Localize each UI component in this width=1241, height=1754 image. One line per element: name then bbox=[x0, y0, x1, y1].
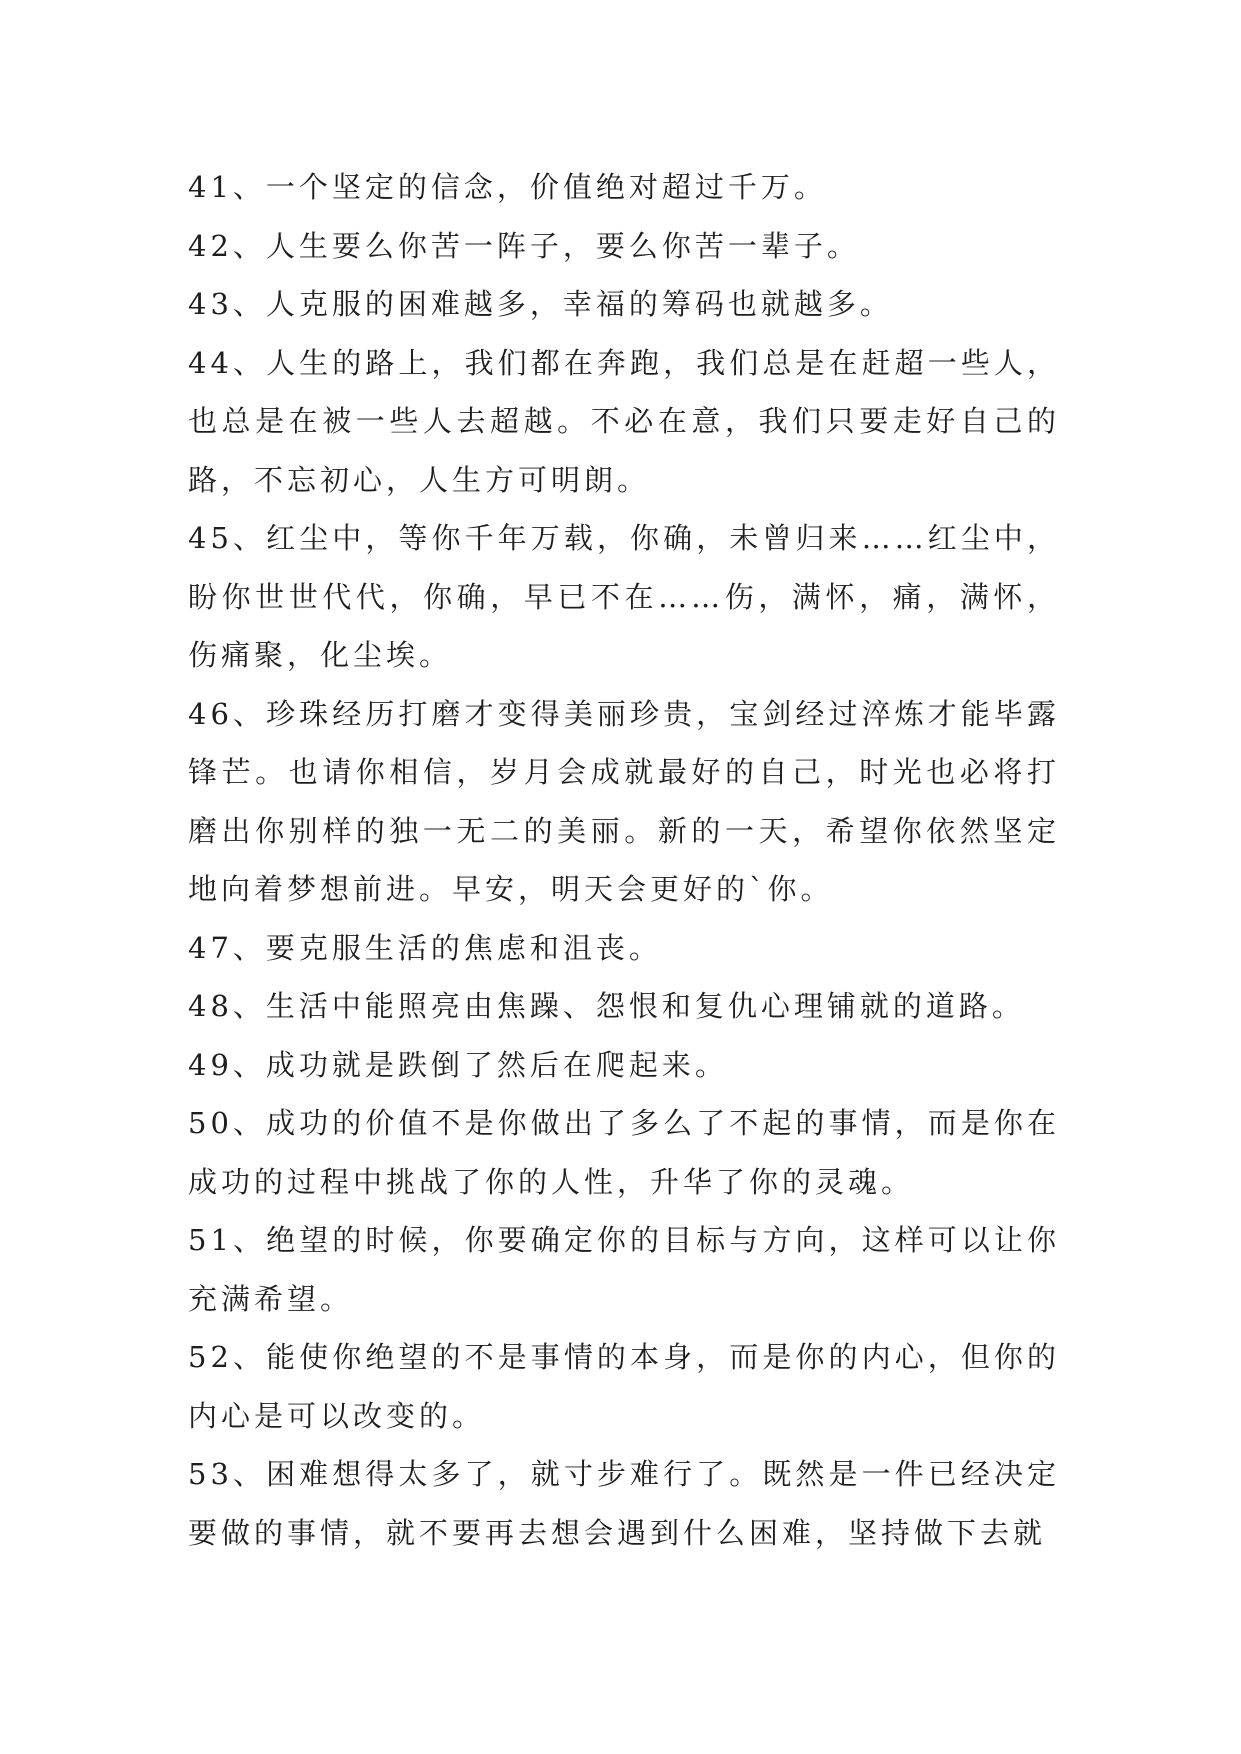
paragraph-42: 42、人生要么你苦一阵子，要么你苦一辈子。 bbox=[188, 228, 860, 263]
paragraph-45: 45、红尘中，等你千年万载，你确，未曾归来……红尘中，盼你世世代代，你确，早已不在……伤，满怀，痛，满怀，伤痛聚，化尘埃。 bbox=[188, 521, 1060, 672]
paragraph-46: 46、珍珠经历打磨才变得美丽珍贵，宝剑经过淬炼才能毕露锋芒。也请你相信，岁月会成就最好的自己，时光也必将打磨出你别样的独一无二的美丽。新的一天，希望你依然坚定地向着梦想前进。早安，明天会更好的`你。 bbox=[188, 696, 1060, 906]
paragraph-53: 53、困难想得太多了，就寸步难行了。既然是一件已经决定要做的事情，就不要再去想会遇到什么困难，坚持做下去就 bbox=[188, 1457, 1060, 1550]
paragraph-48: 48、生活中能照亮由焦躁、怨恨和复仇心理铺就的道路。 bbox=[188, 989, 1025, 1023]
paragraph-52: 52、能使你绝望的不是事情的本身，而是你的内心，但你的内心是可以改变的。 bbox=[188, 1340, 1060, 1433]
paragraph-47: 47、要克服生活的焦虑和沮丧。 bbox=[188, 930, 662, 965]
paragraph-50: 50、成功的价值不是你做出了多么了不起的事情，而是你在成功的过程中挑战了你的人性，升华了你的灵魂。 bbox=[188, 1106, 1060, 1199]
paragraph-43: 43、人克服的困难越多，幸福的筹码也就越多。 bbox=[188, 287, 893, 321]
paragraph-41: 41、一个坚定的信念，价值绝对超过千万。 bbox=[188, 170, 827, 204]
document-body bbox=[188, 158, 1060, 1562]
paragraph-49: 49、成功就是跌倒了然后在爬起来。 bbox=[188, 1047, 728, 1082]
paragraph-51: 51、绝望的时候，你要确定你的目标与方向，这样可以让你充满希望。 bbox=[188, 1223, 1060, 1316]
paragraph-44: 44、人生的路上，我们都在奔跑，我们总是在赶超一些人，也总是在被一些人去超越。不必在意，我们只要走好自己的路，不忘初心，人生方可明朗。 bbox=[188, 345, 1060, 497]
